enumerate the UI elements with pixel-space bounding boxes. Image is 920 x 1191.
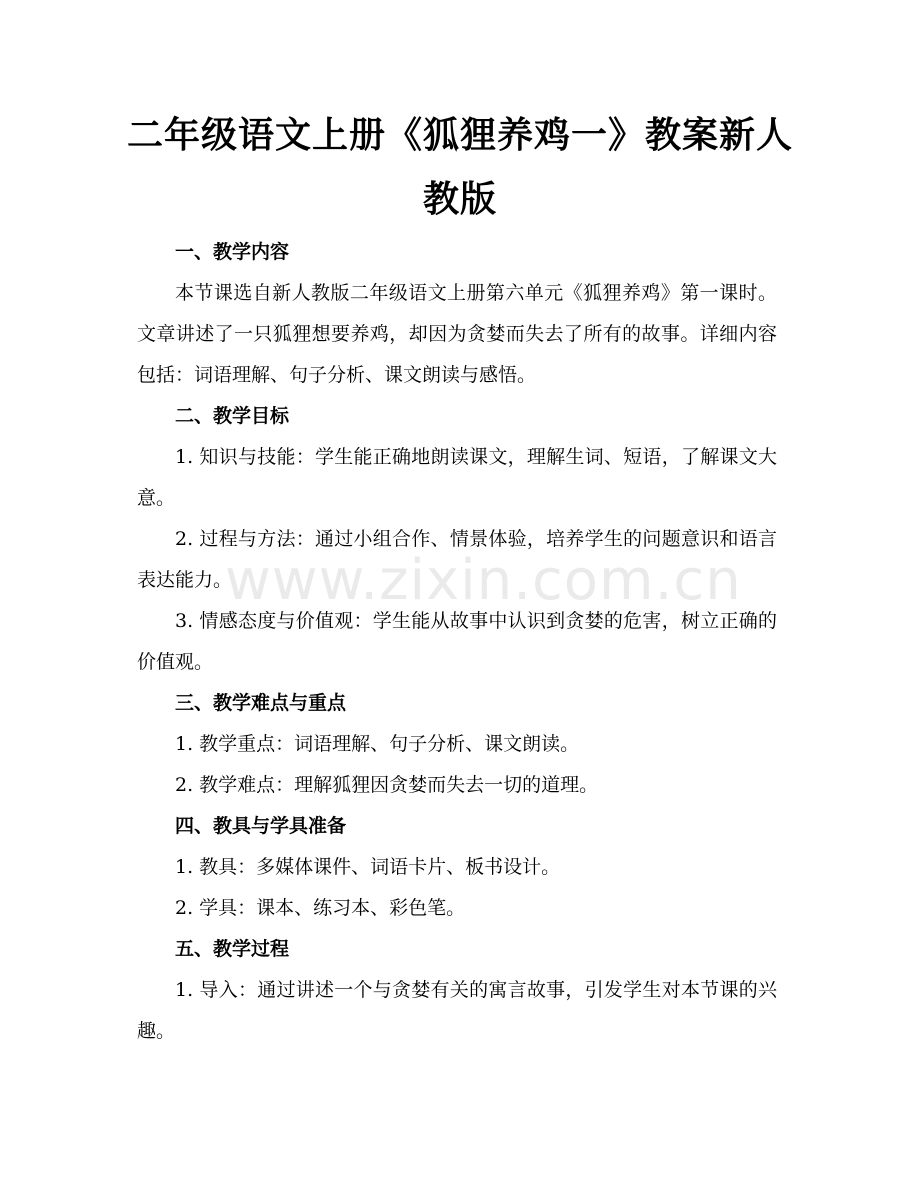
section-heading: 二、教学目标 — [175, 405, 290, 427]
paragraph: 1. 教学重点：词语理解、句子分析、课文朗读。 — [175, 733, 580, 755]
section-heading: 五、教学过程 — [175, 938, 290, 960]
paragraph: 2. 教学难点：理解狐狸因贪婪而失去一切的道理。 — [175, 774, 599, 796]
paragraph: 1. 导入：通过讲述一个与贪婪有关的寓言故事，引发学生对本节课的兴趣。 — [137, 979, 777, 1042]
section-heading: 一、教学内容 — [175, 241, 290, 263]
document-title: 二年级语文上册《狐狸养鸡一》教案新人教版 — [126, 115, 793, 220]
section-heading: 四、教具与学具准备 — [175, 815, 347, 837]
paragraph: 1. 教具：多媒体课件、词语卡片、板书设计。 — [175, 856, 561, 878]
paragraph: 2. 学具：课本、练习本、彩色笔。 — [175, 897, 466, 919]
watermark: www.zixin.com.cn — [225, 548, 742, 613]
paragraph: 本节课选自新人教版二年级语文上册第六单元《狐狸养鸡》第一课时。文章讲述了一只狐狸想要养鸡，却因为贪婪而失去了所有的故事。详细内容包括：词语理解、句子分析、课文朗读与感悟。 — [137, 282, 777, 386]
paragraph: 3. 情感态度与价值观：学生能从故事中认识到贪婪的危害，树立正确的价值观。 — [137, 610, 777, 673]
document-body — [137, 232, 777, 1052]
section-heading: 三、教学难点与重点 — [175, 692, 347, 714]
paragraph: 2. 过程与方法：通过小组合作、情景体验，培养学生的问题意识和语言表达能力。 — [137, 528, 777, 591]
paragraph: 1. 知识与技能：学生能正确地朗读课文，理解生词、短语，了解课文大意。 — [137, 446, 777, 509]
